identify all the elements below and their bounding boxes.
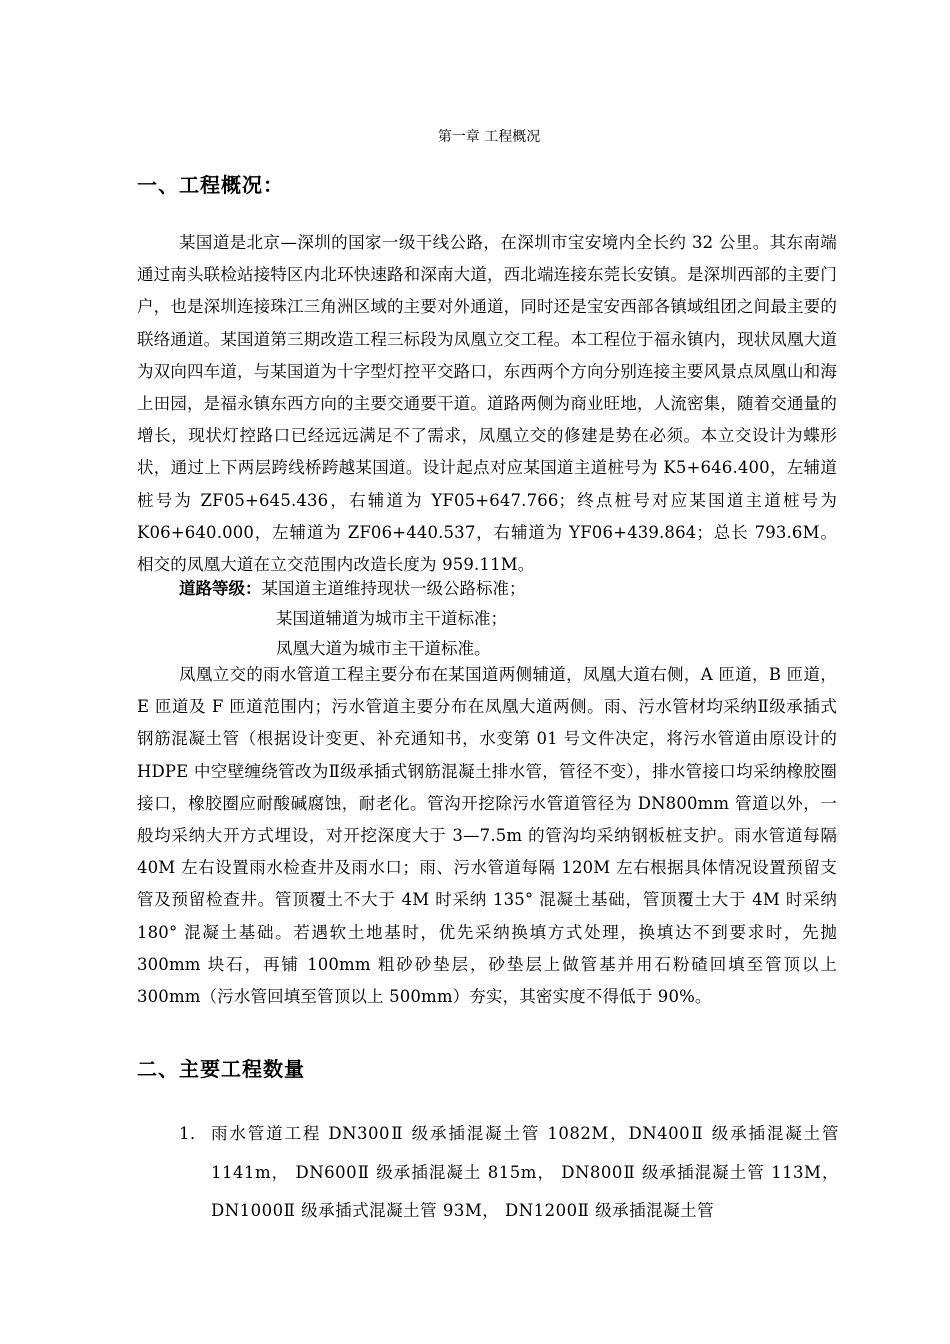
road-grade-label: 道路等级： xyxy=(179,579,262,598)
road-grade-line-1 xyxy=(179,574,526,604)
section1-heading: 一、工程概况： xyxy=(137,173,284,197)
road-grade-main: 某国道主道维持现状一级公路标准； xyxy=(261,579,526,598)
list-item-number: 1． xyxy=(179,1124,207,1143)
section1-paragraph-2 xyxy=(137,659,837,1013)
road-grade-auxiliary: 某国道辅道为城市主干道标准； xyxy=(276,609,507,628)
list-item-text: 雨水管道工程 DN300Ⅱ 级承插混凝土管 1082M，DN400Ⅱ 级承插混凝土管 1141m， DN600Ⅱ 级承插混凝土 815m， DN800Ⅱ 级承插混凝土管 113M， DN1000Ⅱ 级承插式混凝土管 93M， DN1200Ⅱ 级承插混凝土管 xyxy=(211,1124,839,1220)
road-grade-block xyxy=(179,574,526,664)
section2-heading: 二、主要工程数量 xyxy=(137,1057,305,1081)
chapter-title: 第一章 工程概况 xyxy=(437,129,541,145)
section1-paragraph-1 xyxy=(137,227,837,581)
road-grade-fenghuang: 凤凰大道为城市主干道标准。 xyxy=(276,639,491,658)
paragraph-text: 凤凰立交的雨水管道工程主要分布在某国道两侧辅道，凤凰大道右侧，A 匝道，B 匝道，E 匝道及 F 匝道范围内；污水管道主要分布在凤凰大道两侧。雨、污水管材均采纳Ⅱ级承插式钢筋混凝土管（根据设计变更、补充通知书，水变第 01 号文件决定，将污水管道由原设计的 HDPE 中空壁缠绕管改为Ⅱ级承插式钢筋混凝土排水管，管径不变），排水管接口均采纳橡胶圈接口，橡胶圈应耐酸碱腐蚀，耐老化。管沟开挖除污水管道管径为 DN800mm 管道以外，一般均采纳大开方式埋设，对开挖深度大于 3—7.5m 的管沟均采纳钢板桩支护。雨水管道每隔 40M 左右设置雨水检查井及雨水口；雨、污水管道每隔 120M 左右根据具体情况设置预留支管及预留检查井。管顶覆土不大于 4M 时采纳 135° 混凝土基础，管顶覆土大于 4M 时采纳 180° 混凝土基础。若遇软土地基时，优先采纳换填方式处理，换填达不到要求时，先抛 300mm 块石，再铺 100mm 粗砂砂垫层，砂垫层上做管基并用石粉碴回填至管顶以上 300mm（污水管回填至管顶以上 500mm）夯实，其密实度不得低于 90%。 xyxy=(137,665,837,1007)
paragraph-text: 某国道是北京—深圳的国家一级干线公路，在深圳市宝安境内全长约 32 公里。其东南端通过南头联检站接特区内北环快速路和深南大道，西北端连接东莞长安镇。是深圳西部的主要门户，也是深圳连接珠江三角洲区域的主要对外通道，同时还是宝安西部各镇域组团之间最主要的联络通道。某国道第三期改造工程三标段为凤凰立交工程。本工程位于福永镇内，现状凤凰大道为双向四车道，与某国道为十字型灯控平交路口，东西两个方向分别连接主要风景点凤凰山和海上田园，是福永镇东西方向的主要交通要干道。道路两侧为商业旺地，人流密集，随着交通量的增长，现状灯控路口已经远远满足不了需求，凤凰立交的修建是势在必须。本立交设计为蝶形状，通过上下两层跨线桥跨越某国道。设计起点对应某国道主道桩号为 K5+646.400，左辅道桩号为 ZF05+645.436，右辅道为 YF05+647.766；终点桩号对应某国道主道桩号为 K06+640.000，左辅道为 ZF06+440.537，右辅道为 YF06+439.864；总长 793.6M。相交的凤凰大道在立交范围内改造长度为 959.11M。 xyxy=(137,233,837,575)
road-grade-line-2 xyxy=(179,604,526,634)
